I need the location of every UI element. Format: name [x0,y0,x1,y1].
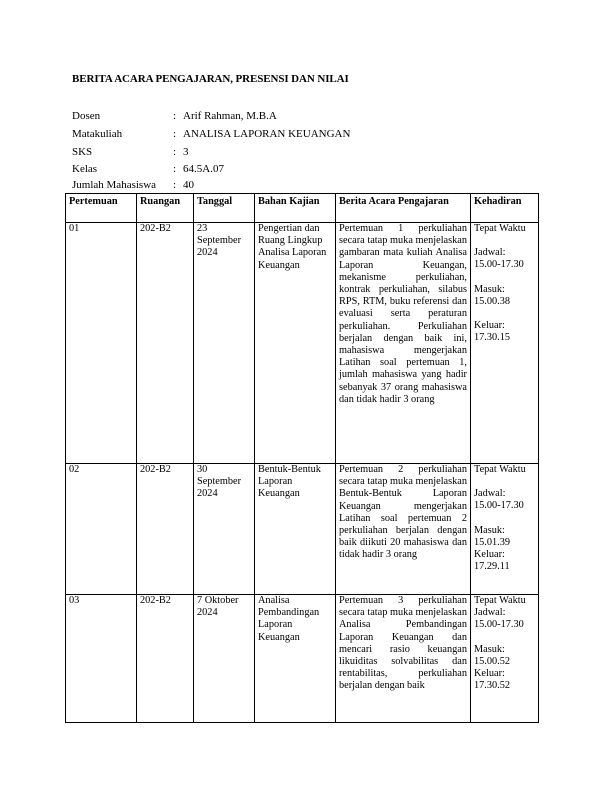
header-berita-acara: Berita Acara Pengajaran [336,194,471,223]
schedule-value: 15.00-17.30 [474,619,524,631]
info-label: Kelas [72,163,98,175]
header-pertemuan: Pertemuan [66,194,137,223]
attendance-table [65,193,539,723]
cell-bahan-kajian: Bentuk-Bentuk Laporan Keuangan [255,464,336,595]
info-label: SKS [72,146,93,158]
info-separator: : [173,146,177,158]
info-value: ANALISA LAPORAN KEUANGAN [183,128,351,140]
document-title: BERITA ACARA PENGAJARAN, PRESENSI DAN NILAI [72,73,349,85]
info-value: 40 [183,179,194,191]
cell-ruangan: 202-B2 [137,595,194,723]
table-row [66,223,539,464]
cell-kehadiran [471,464,539,595]
info-separator: : [173,179,177,191]
schedule-label: Jadwal: [474,488,506,500]
check-in-label: Masuk: [474,283,505,295]
cell-berita-acara: Pertemuan 2 perkuliahan secara tatap muka menjelaskan Bentuk-Bentuk Laporan Keuangan mengerjakan Latihan soal pertemuan 2 perkuliahan berjalan dengan baik diikuti 20 mahasiswa dan tidak hadir 3 orang [336,464,471,595]
cell-berita-acara: Pertemuan 1 perkuliahan secara tatap muka menjelaskan gambaran mata kuliah Analisa Laporan Keuangan, mekanisme perkuliahan, kontrak perkuliahan, silabus RPS, RTM, buku referensi dan evaluasi serta peraturan perkuliahan. Perkuliahan berjalan dengan baik ini, mahasiswa mengerjakan Latihan soal pertemuan 1, jumlah mahasiswa yang hadir sebanyak 37 orang mahasiswa dan tidak hadir 3 orang [336,223,471,464]
cell-pertemuan: 01 [66,223,137,464]
info-separator: : [173,110,177,122]
info-row-jumlah-mahasiswa [72,179,194,191]
cell-tanggal: 7 Oktober 2024 [194,595,255,723]
check-in-time: 15.00.38 [474,295,511,307]
check-out-time: 17.30.15 [474,332,511,344]
table-row [66,595,539,723]
header-tanggal: Tanggal [194,194,255,223]
cell-kehadiran [471,223,539,464]
cell-ruangan: 202-B2 [137,223,194,464]
info-separator: : [173,128,177,140]
check-in-time: 15.00.52 [474,655,511,667]
info-label: Matakuliah [72,128,123,140]
check-out-time: 17.29.11 [474,561,510,573]
check-in-label: Masuk: [474,643,505,655]
cell-bahan-kajian: Pengertian dan Ruang Lingkup Analisa Laporan Keuangan [255,223,336,464]
info-row-dosen [72,110,277,122]
check-out-label: Keluar: [474,320,505,332]
schedule-value: 15.00-17.30 [474,500,524,512]
check-in-label: Masuk: [474,524,505,536]
info-separator: : [173,163,177,175]
info-value: Arif Rahman, M.B.A [183,110,277,122]
info-row-kelas [72,163,224,175]
info-row-matakuliah [72,128,350,140]
schedule-label: Jadwal: [474,607,506,619]
table-header-row [66,194,539,223]
header-kehadiran: Kehadiran [471,194,539,223]
cell-tanggal: 30 September 2024 [194,464,255,595]
check-out-label: Keluar: [474,668,505,680]
cell-berita-acara: Pertemuan 3 perkuliahan secara tatap muka menjelaskan Analisa Pembandingan Laporan Keuangan dan mencari rasio keuangan likuiditas solvabilitas dan rentabilitas, perkuliahan berjalan dengan baik [336,595,471,723]
check-out-label: Keluar: [474,549,505,561]
schedule-value: 15.00-17.30 [474,259,524,271]
schedule-label: Jadwal: [474,247,506,259]
cell-bahan-kajian: Analisa Pembandingan Laporan Keuangan [255,595,336,723]
info-row-sks [72,146,189,158]
cell-kehadiran [471,595,539,723]
table-row [66,464,539,595]
cell-tanggal: 23 September 2024 [194,223,255,464]
header-bahan-kajian: Bahan Kajian [255,194,336,223]
attendance-status: Tepat Waktu [474,464,526,475]
check-in-time: 15.01.39 [474,536,511,548]
info-value: 64.5A.07 [183,163,224,175]
info-label: Jumlah Mahasiswa [72,179,157,191]
check-out-time: 17.30.52 [474,680,511,692]
cell-ruangan: 202-B2 [137,464,194,595]
cell-pertemuan: 02 [66,464,137,595]
info-label: Dosen [72,110,101,122]
cell-pertemuan: 03 [66,595,137,723]
attendance-status: Tepat Waktu [474,595,526,606]
info-value: 3 [183,146,189,158]
attendance-status: Tepat Waktu [474,223,526,234]
header-ruangan: Ruangan [137,194,194,223]
